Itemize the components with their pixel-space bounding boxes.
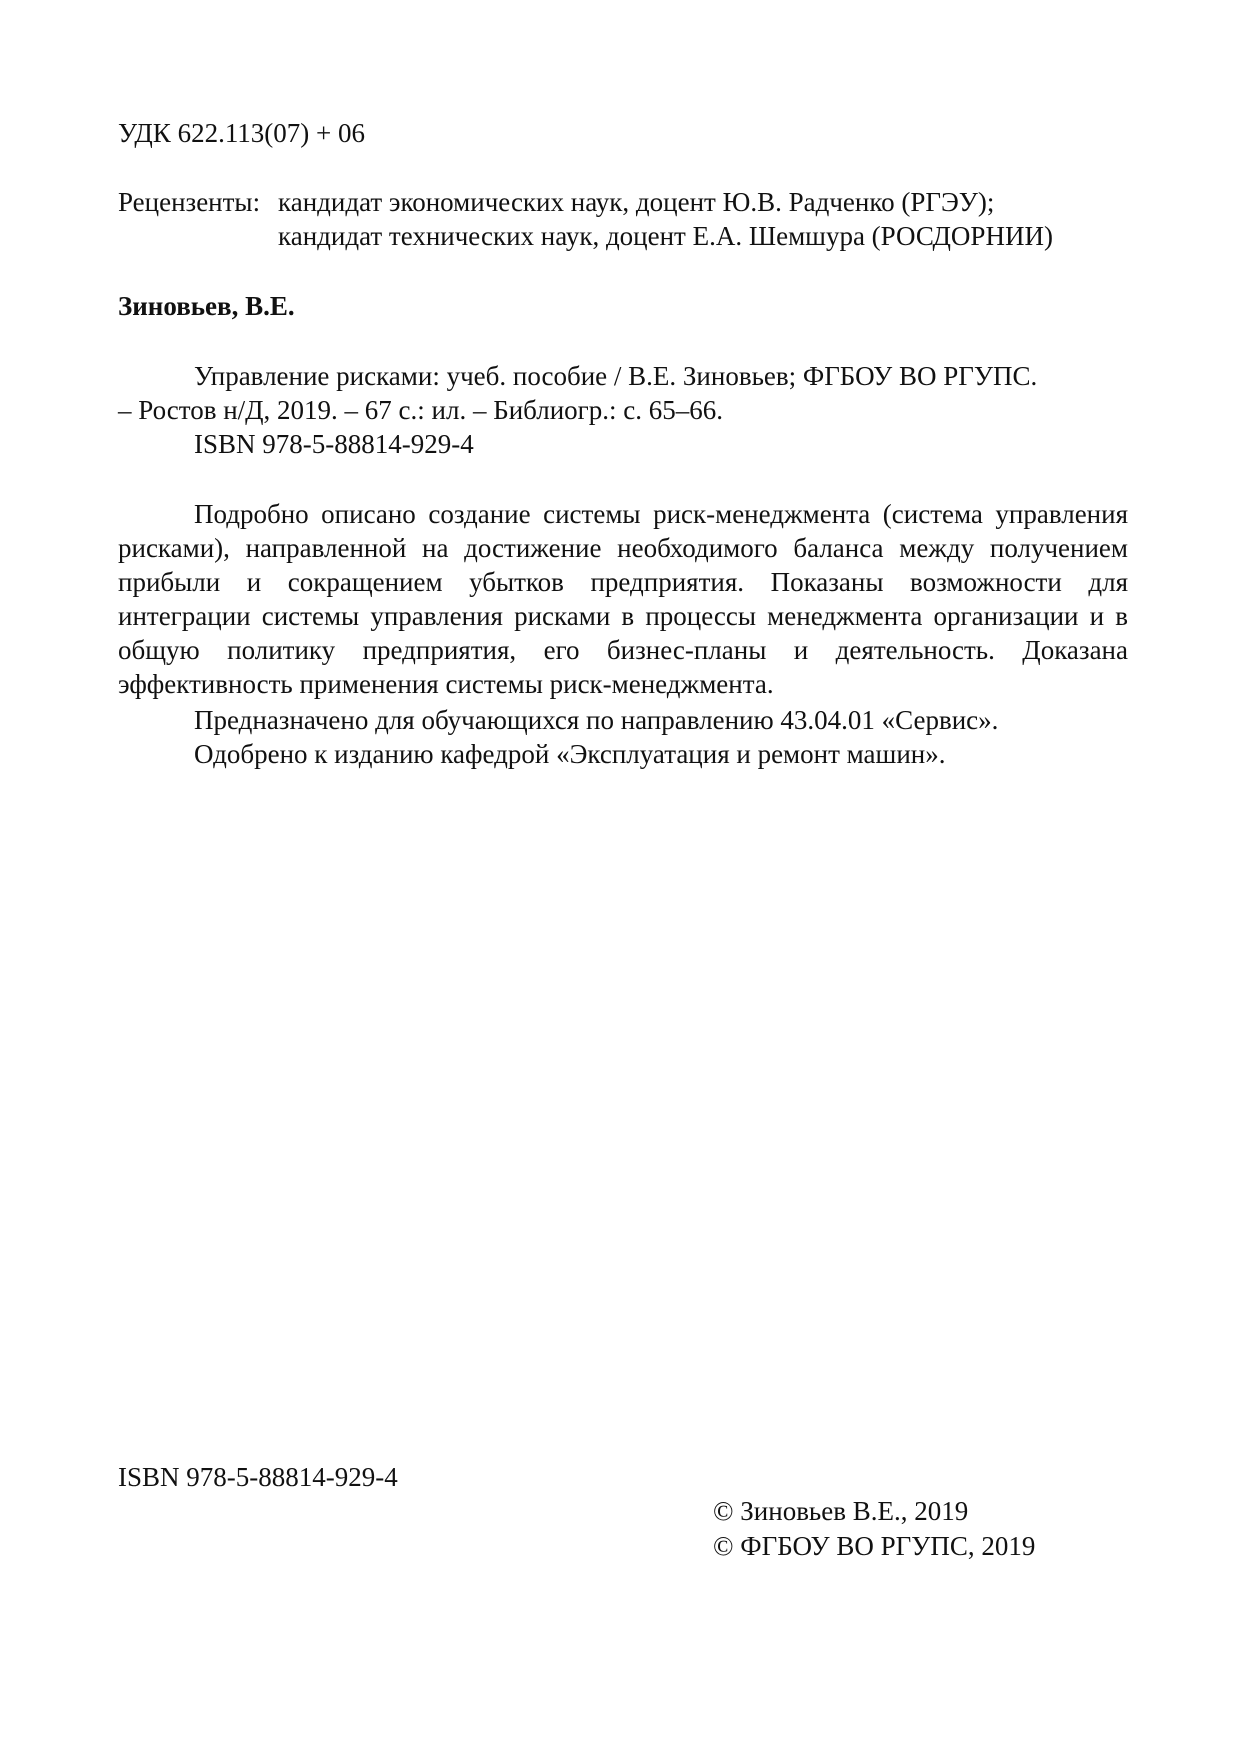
footer-isbn: ISBN 978-5-88814-929-4 bbox=[118, 1462, 398, 1492]
annotation-approved-by: Одобрено к изданию кафедрой «Эксплуатация и ремонт машин». bbox=[194, 739, 946, 769]
copyright-author: © Зиновьев В.Е., 2019 bbox=[713, 1496, 969, 1526]
reviewer-first: кандидат экономических наук, доцент Ю.В. Радченко (РГЭУ); bbox=[278, 187, 995, 217]
annotation-description: Подробно описано создание системы риск-менеджмента (система управления рисками), направленной на достижение необходимого баланса между получением прибыли и сокращением убытков предприятия. Показаны возможности для интеграции системы управления рисками в процессы менеджмента организации и в общую политику предприятия, его бизнес-планы и деятельность. Доказана эффективность применения системы риск-менеджмента. bbox=[118, 499, 1128, 699]
annotation-intended-for: Предназначено для обучающихся по направлению 43.04.01 «Сервис». bbox=[194, 705, 999, 735]
bibliography-line-1: Управление рисками: учеб. пособие / В.Е. Зиновьев; ФГБОУ ВО РГУПС. bbox=[194, 361, 1038, 391]
author-name: Зиновьев, В.Е. bbox=[118, 291, 295, 321]
copyright-publisher: © ФГБОУ ВО РГУПС, 2019 bbox=[713, 1531, 1036, 1561]
bibliography-isbn: ISBN 978-5-88814-929-4 bbox=[194, 429, 474, 459]
bibliography-line-2: – Ростов н/Д, 2019. – 67 с.: ил. – Библиогр.: с. 65–66. bbox=[118, 395, 723, 425]
udk-code: УДК 622.113(07) + 06 bbox=[118, 118, 366, 148]
reviewers-label: Рецензенты: bbox=[118, 187, 261, 217]
reviewer-second: кандидат технических наук, доцент Е.А. Шемшура (РОСДОРНИИ) bbox=[278, 221, 1053, 251]
